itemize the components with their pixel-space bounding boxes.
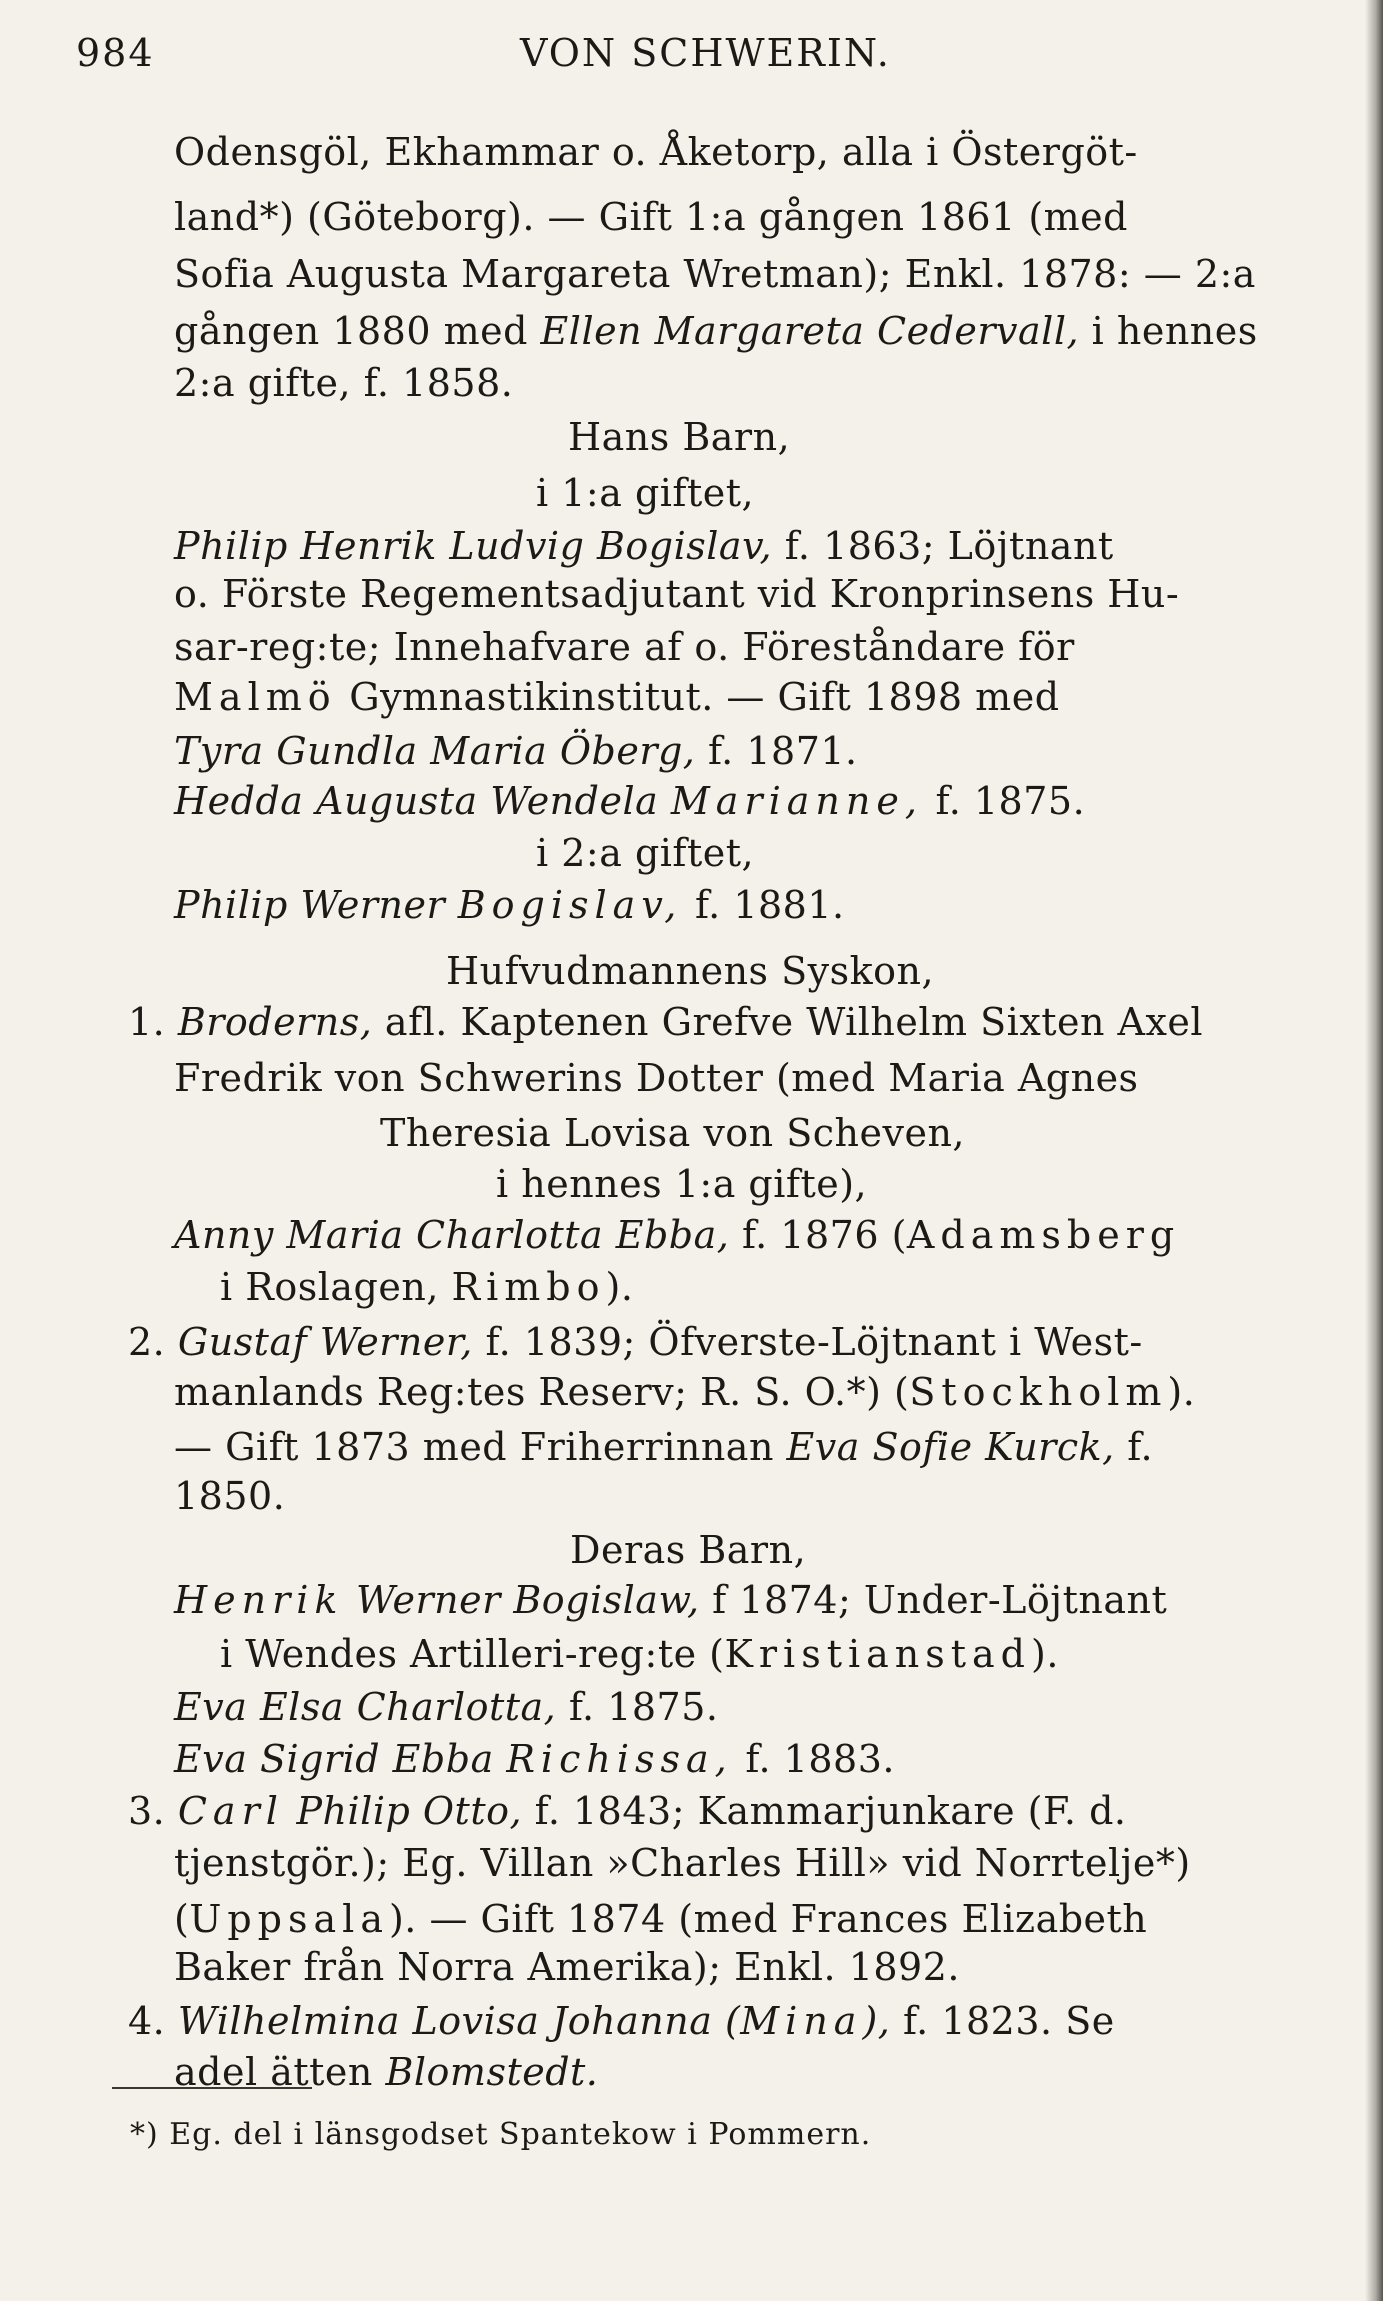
text-line: Eva Elsa Charlotta, f. 1875.: [174, 1685, 719, 1729]
text-line: Fredrik von Schwerins Dotter (med Maria Agnes: [174, 1056, 1139, 1100]
text-line: 1. Broderns, afl. Kaptenen Grefve Wilhelm Sixten Axel: [128, 1000, 1204, 1044]
text-line: i hennes 1:a gifte),: [496, 1162, 868, 1206]
text-line: — Gift 1873 med Friherrinnan Eva Sofie Kurck, f.: [174, 1425, 1154, 1469]
text-line: (Uppsala). — Gift 1874 (med Frances Elizabeth: [174, 1897, 1148, 1941]
text-line: Philip Henrik Ludvig Bogislav, f. 1863; Löjtnant: [174, 524, 1114, 568]
text-line: Eva Sigrid Ebba Richissa, f. 1883.: [174, 1737, 895, 1781]
binding-edge: [1365, 0, 1383, 2301]
text-line: Tyra Gundla Maria Öberg, f. 1871.: [174, 729, 858, 773]
text-line: 2:a gifte, f. 1858.: [174, 361, 514, 405]
text-line: sar-reg:te; Innehafvare af o. Föreståndare för: [174, 625, 1075, 669]
text-line: i Roslagen, Rimbo).: [220, 1265, 634, 1309]
text-line: Henrik Werner Bogislaw, f 1874; Under-Löjtnant: [174, 1578, 1168, 1622]
text-line: Hedda Augusta Wendela Marianne, f. 1875.: [174, 779, 1086, 823]
text-line: 3. Carl Philip Otto, f. 1843; Kammarjunkare (F. d.: [128, 1789, 1127, 1833]
text-line: Odensgöl, Ekhammar o. Åketorp, alla i Östergöt-: [174, 130, 1138, 174]
text-line: 1850.: [174, 1474, 286, 1518]
text-line: Malmö Gymnastikinstitut. — Gift 1898 med: [174, 675, 1060, 719]
section-heading: Hufvudmannens Syskon,: [446, 949, 935, 993]
text-line: o. Förste Regementsadjutant vid Kronprinsens Hu-: [174, 572, 1180, 616]
text-line: land*) (Göteborg). — Gift 1:a gången 1861 (med: [174, 195, 1128, 239]
text-line: Theresia Lovisa von Scheven,: [380, 1111, 966, 1155]
running-title: VON SCHWERIN.: [520, 31, 891, 75]
text-line: Baker från Norra Amerika); Enkl. 1892.: [174, 1945, 960, 1989]
text-line: Sofia Augusta Margareta Wretman); Enkl. 1878: — 2:a: [174, 252, 1256, 296]
section-heading: Deras Barn,: [570, 1528, 807, 1572]
footnote-divider: [112, 2087, 312, 2089]
text-line: tjenstgör.); Eg. Villan »Charles Hill» vid Norrtelje*): [174, 1841, 1191, 1885]
footnote: *) Eg. del i länsgodset Spantekow i Pommern.: [130, 2117, 872, 2152]
text-line: manlands Reg:tes Reserv; R. S. O.*) (Stockholm).: [174, 1370, 1196, 1414]
section-heading: Hans Barn,: [568, 415, 791, 459]
text-line: 4. Wilhelmina Lovisa Johanna (Mina), f. 1823. Se: [128, 1999, 1115, 2043]
text-line: gången 1880 med Ellen Margareta Cedervall, i hennes: [174, 309, 1258, 353]
text-line: Philip Werner Bogislav, f. 1881.: [174, 883, 845, 927]
text-line: adel ätten Blomstedt.: [174, 2050, 599, 2094]
section-subheading: i 1:a giftet,: [536, 471, 755, 515]
section-subheading: i 2:a giftet,: [536, 831, 755, 875]
text-line: Anny Maria Charlotta Ebba, f. 1876 (Adamsberg: [174, 1213, 1181, 1257]
page-number: 984: [76, 31, 155, 75]
text-line: 2. Gustaf Werner, f. 1839; Öfverste-Löjtnant i West-: [128, 1320, 1143, 1364]
text-line: i Wendes Artilleri-reg:te (Kristianstad).: [220, 1632, 1059, 1676]
